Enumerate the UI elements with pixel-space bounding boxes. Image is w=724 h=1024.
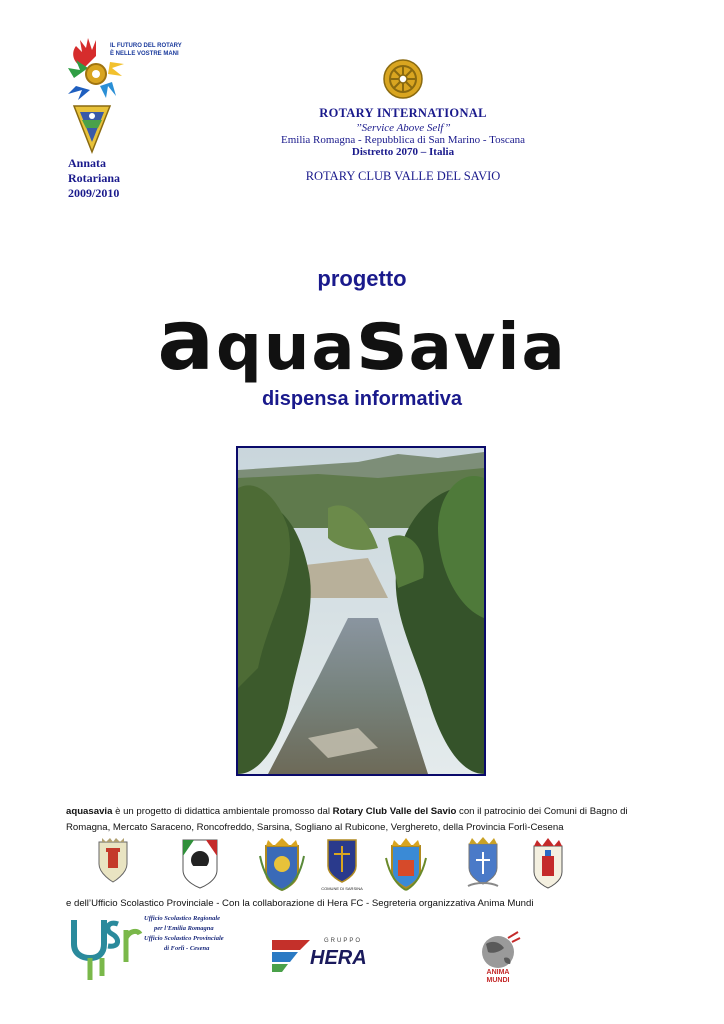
crest-provincia-icon — [528, 836, 568, 892]
logo-line2: È NELLE VOSTRE MANI — [110, 51, 179, 57]
logo-line1: IL FUTURO DEL ROTARY — [110, 43, 182, 49]
title-part: qua — [216, 311, 357, 385]
crest-mercato-saraceno-icon — [180, 836, 220, 890]
annata-line: Rotariana — [68, 171, 120, 185]
second-paragraph: e dell’Ufficio Scolastico Provinciale - Con la collaborazione di Hera FC - Segreteria organizzativa Anima Mundi — [66, 898, 534, 909]
annata-line: 2009/2010 — [68, 186, 120, 200]
title-part: a — [157, 291, 217, 389]
crest-sarsina-icon — [322, 836, 362, 892]
club-pennant-logo — [72, 104, 112, 154]
intro-paragraph — [66, 804, 666, 836]
intro-text: con il patrocinio dei Comuni di Bagno di Romagna, Mercato Saraceno, Roncofreddo, Sarsina, Sogliano al Rubicone, Verghereto, della Provincia Forlì-Cesena — [66, 806, 628, 833]
crest-verghereto-icon — [464, 836, 502, 890]
district: Distretto 2070 – Italia — [351, 146, 455, 158]
usr-line: per l'Emilia Romagna — [154, 925, 214, 932]
usr-logo — [68, 910, 228, 982]
club-name: ROTARY CLUB VALLE DEL SAVIO — [305, 169, 501, 183]
club-ref: Rotary Club Valle del Savio — [332, 806, 457, 817]
motto: ’’Service Above Self’’ — [355, 122, 451, 134]
rotary-wheel-icon — [382, 58, 424, 100]
annata-rotariana — [68, 156, 120, 201]
anima-line: MUNDI — [486, 977, 510, 984]
usr-line: di Forlì - Cesena — [164, 945, 210, 952]
annata-line: Annata — [68, 156, 107, 170]
hera-name: HERA — [310, 947, 367, 969]
title-part: avia — [408, 311, 567, 385]
crest-sogliano-icon — [384, 836, 428, 892]
anima-line: ANIMA — [486, 969, 510, 976]
crest-label: COMUNE DI SARSINA — [321, 886, 363, 891]
title-part: s — [356, 291, 409, 389]
org-name: ROTARY INTERNATIONAL — [319, 106, 487, 120]
river-photo — [236, 446, 486, 776]
intro-text: è un progetto di didattica ambientale promosso dal — [112, 806, 333, 817]
crest-bagno-di-romagna-icon — [96, 836, 130, 884]
region: Emilia Romagna - Repubblica di San Marino - Toscana — [280, 134, 526, 146]
subtitle: dispensa informativa — [261, 388, 463, 410]
rotary-future-logo — [66, 38, 182, 100]
usr-line: Ufficio Scolastico Regionale — [144, 915, 221, 922]
usr-line: Ufficio Scolastico Provinciale — [144, 935, 224, 942]
main-title — [0, 291, 724, 389]
header — [240, 58, 566, 184]
crest-roncofreddo-icon — [258, 836, 306, 892]
hera-logo — [270, 934, 370, 974]
anima-mundi-logo — [474, 930, 524, 986]
hera-gruppo: GRUPPO — [324, 938, 363, 944]
project-name: aquasavia — [66, 806, 113, 817]
title-kicker: progetto — [317, 266, 407, 291]
